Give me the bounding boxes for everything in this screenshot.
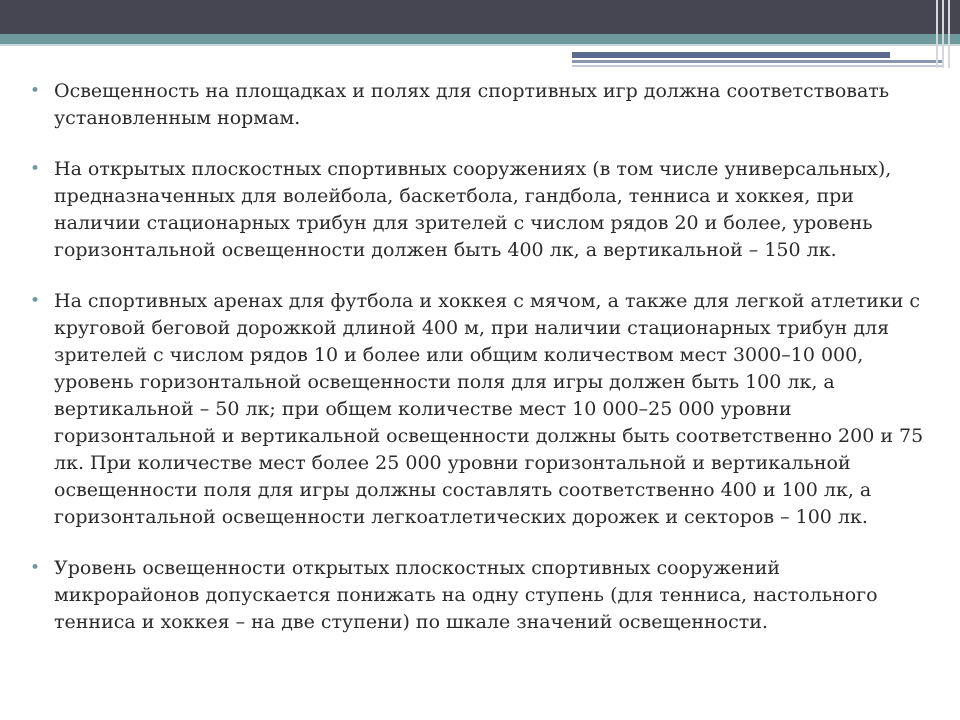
bullet-item xyxy=(30,78,930,132)
decorative-strip xyxy=(572,60,944,63)
bullet-icon: • xyxy=(30,81,41,101)
bullet-text: На открытых плоскостных спортивных сооружениях (в том числе универсальных), предназначенных для волейбола, баскетбола, гандбола, тенниса и хоккея, при наличии стационарных трибун для зрителей с числом рядов 20 и более, уровень горизонтальной освещенности должен быть 400 лк, а вертикальной – 150 лк. xyxy=(54,158,892,261)
bullet-text: Освещенность на площадках и полях для спортивных игр должна соответствовать установленным нормам. xyxy=(54,80,890,129)
bullet-text: На спортивных аренах для футбола и хоккея с мячом, а также для легкой атлетики с круговой беговой дорожкой длиной 400 м, при наличии стационарных трибун для зрителей с числом рядов 10 и более или общим количеством мест 3000–10 000, уровень горизонтальной освещенности поля для игры должен быть 100 лк, а вертикальной – 50 лк; при общем количестве мест 10 000–25 000 уровни горизонтальной и вертикальной освещенности должны быть соответственно 200 и 75 лк. При количестве мест более 25 000 уровни горизонтальной и вертикальной освещенности поля для игры должны составлять соответственно 400 и 100 лк, а горизонтальной освещенности легкоатлетических дорожек и секторов – 100 лк. xyxy=(54,290,924,528)
header-bar xyxy=(0,0,960,34)
bullet-icon: • xyxy=(30,159,41,179)
bullet-list xyxy=(30,78,930,660)
bullet-icon: • xyxy=(30,558,41,578)
bullet-item xyxy=(30,156,930,264)
bullet-item xyxy=(30,555,930,636)
bullet-item xyxy=(30,288,930,531)
decorative-strip xyxy=(572,65,944,67)
header-accent-thin-line xyxy=(0,44,960,46)
decorative-strip xyxy=(572,52,890,58)
header-accent-line xyxy=(0,34,960,44)
corner-decoration xyxy=(930,0,960,70)
bullet-icon: • xyxy=(30,291,41,311)
bullet-text: Уровень освещенности открытых плоскостных спортивных сооружений микрорайонов допускается понижать на одну ступень (для тенниса, настольного тенниса и хоккея – на две ступени) по шкале значений освещенности. xyxy=(54,557,878,633)
